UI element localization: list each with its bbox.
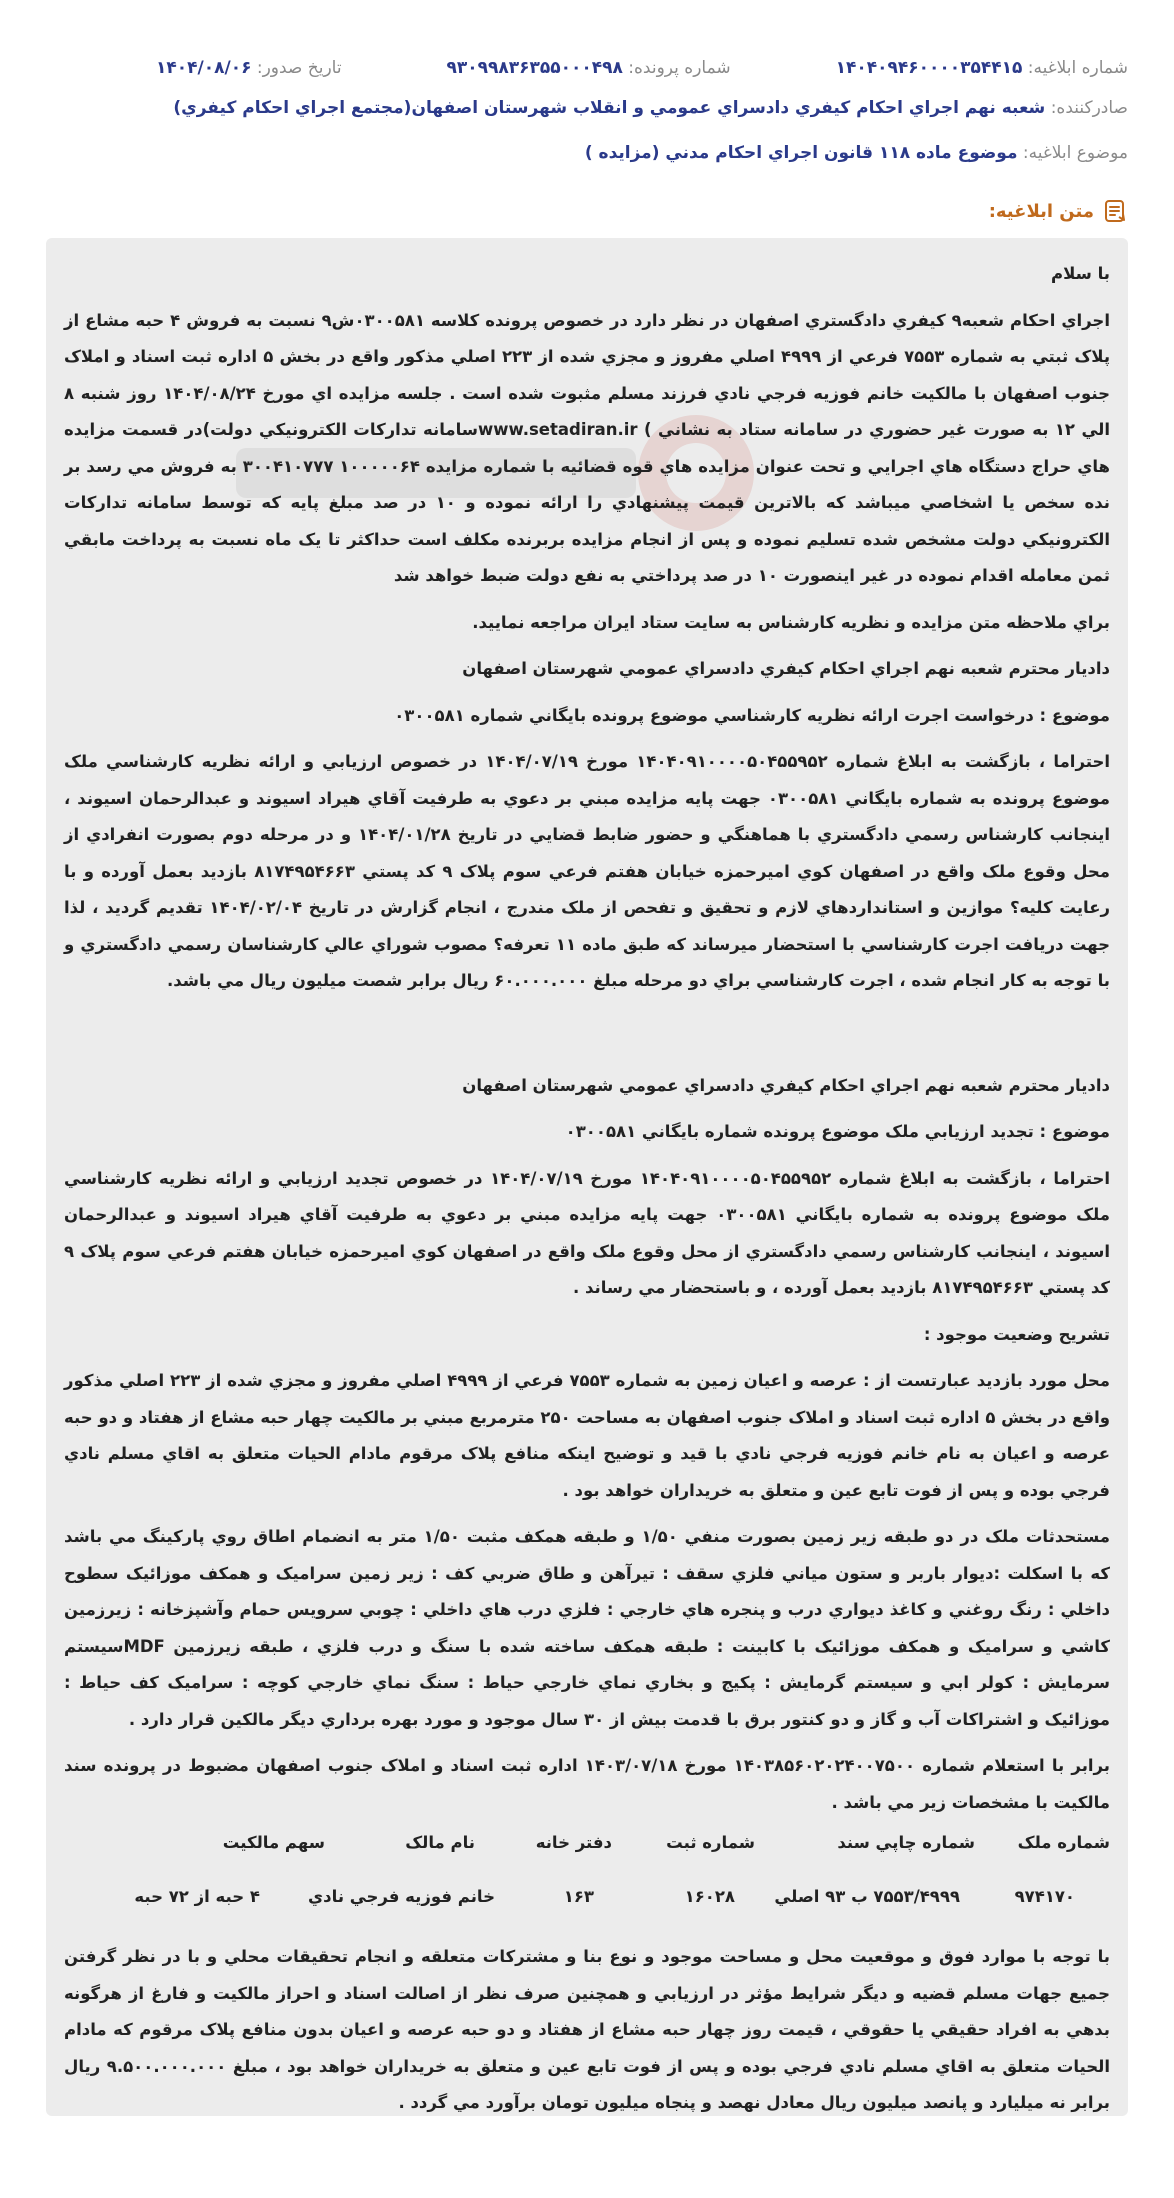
expert-fee-paragraph: احتراما ، بازگشت به ابلاغ شماره ۱۴۰۴۰۹۱۰۰۰۰۵۰۴۵۵۹۵۲ مورخ ۱۴۰۴/۰۷/۱۹ در خصوص ارزيابي و ارائه نظريه کارشناسي ملک موضوع پرونده به شماره بايگاني ۰۳۰۰۵۸۱ جهت پايه مزايده مبني بر دعوي به طرفيت آقاي هيراد اسيوند و عبدالرحمان اسيوند ، اينجانب کارشناس رسمي دادگستري با هماهنگي و حضور ضابط قضايي در تاريخ ۱۴۰۴/۰۱/۲۸ و در مرحله دوم بصورت انفرادي از محل وقوع ملک واقع در اصفهان کوي اميرحمزه خيابان هفتم فرعي سوم پلاک ۹ کد پستي ۸۱۷۴۹۵۴۶۶۳ بازديد بعمل آورده و با رعايت کليه؟ موازين و استانداردهاي لازم و تحقيق و تفحص از ملک مندرج ، انجام گزارش در تاريخ ۱۴۰۴/۰۲/۰۴ تقديم گرديد ، لذا جهت دريافت اجرت کارشناسي با استحضار ميرساند که طبق ماده ۱۱ تعرفه؟ مصوب شوراي عالي کارشناسان رسمي دادگستري و با توجه به کار انجام شده ، اجرت کارشناسي براي دو مرحله مبلغ ۶۰.۰۰۰.۰۰۰ ريال برابر شصت ميليون ريال مي باشد. xyxy=(64,752,1111,990)
issue-date xyxy=(156,54,342,82)
auction-paragraph: اجراي احکام شعبه۹ کيفري دادگستري اصفهان در نظر دارد در خصوص پرونده کلاسه ۰۳۰۰۵۸۱ش۹ نسبت به فروش ۴ حبه مشاع از پلاک ثبتي به شماره ۷۵۵۳ فرعي از ۴۹۹۹ اصلي مفروز و مجزي شده از ۲۲۳ اصلي مذکور واقع در بخش ۵ اداره ثبت اسناد و املاک جنوب اصفهان با مالکيت خانم فوزيه فرجي نادي فرزند مسلم مثبوت شده است . جلسه مزايده اي مورخ ۱۴۰۴/۰۸/۲۴ روز شنبه ۸ الي ۱۲ به صورت غير حضوري در سامانه ستاد به نشاني ) www.setadiran.irسامانه تدارکات الکترونيکي دولت)در قسمت مزايده هاي حراج دستگاه هاي اجرايي و تحت عنوان مزايده هاي قوه قضائيه با شماره مزايده ۱۰۰۰۰۰۶۴ ۳۰۰۴۱۰۷۷۷ به فروش مي رسد بر نده سخص يا اشخاصي ميباشد که بالاترين قيمت پيشنهادي را ارائه نموده و ۱۰ در صد مبلغ پايه که توسط سامانه تدارکات الکترونيکي دولت مشخص شده تسليم نموده و پس از انجام مزايده بربرنده مکلف است حداکثر تا يک ماه نسبت به پرداخت مابقي ثمن معامله اقدام نموده در غير اينصورت ۱۰ در صد پرداختي به نفع دولت ضبط خواهد شد xyxy=(64,310,1111,585)
deed-cell: خانم فوزيه فرجي نادي xyxy=(308,1887,495,1906)
notice-number-value: ۱۴۰۴۰۹۴۶۰۰۰۰۳۵۴۴۱۵ xyxy=(835,58,1023,78)
notice-number-label: شماره ابلاغيه: xyxy=(1027,58,1128,78)
deed-cell: ۱۶۳ xyxy=(563,1887,594,1906)
header-meta-row xyxy=(46,54,1128,82)
deed-cell: ۷۵۵۳/۴۹۹۹ ب ۹۳ اصلي xyxy=(774,1887,960,1906)
notice-number xyxy=(836,54,1128,82)
valuation-conclusion: با توجه با موارد فوق و موقعيت محل و مساحت موجود و نوع بنا و مشترکات متعلقه و انجام تحقيقات محلي و با در نظر گرفتن جميع جهات مسلم قضيه و ديگر شرايط مؤثر در ارزيابي و همچنين صرف نظر از اصالت اسناد و احراز مالکيت و فارغ از هرگونه بدهي به افراد حقيقي يا حقوقي ، قيمت روز چهار حبه مشاع از هفتاد و دو حبه عرصه و اعيان بدون منافع پلاک مرقوم که مادام الحيات متعلق به اقاي مسلم نادي فرجي بوده و پس از فوت تابع عين و متعلق به خريداران خواهد بود ، مبلغ ۹.۵۰۰.۰۰۰.۰۰۰ ريال برابر نه ميليارد و پانصد ميليون ريال معادل نهصد و پنجاه ميليون تومان برآورد مي گردد . xyxy=(64,1947,1111,2112)
deed-header: نام مالک xyxy=(405,1833,475,1852)
issuer-value: شعبه نهم اجراي احکام کيفري دادسراي عمومي و انقلاب شهرستان اصفهان(مجتمع اجراي احکام کيفري) xyxy=(173,98,1046,118)
deed-header: سهم مالکيت xyxy=(222,1833,325,1852)
subject-row xyxy=(46,139,1128,167)
greeting: با سلام xyxy=(1051,264,1110,283)
addressee-1: داديار محترم شعبه نهم اجراي احکام کيفري دادسراي عمومي شهرستان اصفهان xyxy=(462,659,1110,678)
issue-date-value: ۱۴۰۴/۰۸/۰۶ xyxy=(156,58,252,78)
deed-header: دفتر خانه xyxy=(535,1833,612,1852)
subject-value: موضوع ماده ۱۱۸ قانون اجراي احکام مدني (مزايده ) xyxy=(584,143,1018,163)
notice-text-heading xyxy=(989,198,1128,224)
setad-reference: براي ملاحظه متن مزايده و نظريه کارشناس به سايت ستاد ايران مراجعه نماييد. xyxy=(472,612,1110,632)
deed-cell: ۱۶۰۲۸ xyxy=(684,1887,735,1906)
subject-label: موضوع ابلاغيه: xyxy=(1022,143,1128,163)
case-number-label: شماره پرونده: xyxy=(628,58,731,78)
registry-inquiry: برابر با استعلام شماره ۱۴۰۳۸۵۶۰۲۰۲۴۰۰۷۵۰۰ مورخ ۱۴۰۳/۰۷/۱۸ اداره ثبت اسناد و املاک جنوب اصفهان مضبوط در پرونده سند مالکيت با مشخصات زير مي باشد . xyxy=(64,1756,1111,1812)
deed-cell: ۴ حبه از ۷۲ حبه xyxy=(134,1887,260,1906)
reappraisal-paragraph: احتراما ، بازگشت به ابلاغ شماره ۱۴۰۴۰۹۱۰۰۰۰۵۰۴۵۵۹۵۲ مورخ ۱۴۰۴/۰۷/۱۹ در خصوص تجديد ارزيابي و ارائه نظريه کارشناسي ملک موضوع پرونده به شماره بايگاني ۰۳۰۰۵۸۱ جهت پايه مزايده مبني بر دعوي به طرفيت آقاي هيراد اسيوند و عبدالرحمان اسيوند ، اينجانب کارشناس رسمي دادگستري از محل وقوع ملک واقع در اصفهان کوي اميرحمزه خيابان هفتم فرعي سوم پلاک ۹ کد پستي ۸۱۷۴۹۵۴۶۶۳ بازديد بعمل آورده ، و باستحضار مي رساند . xyxy=(64,1168,1110,1297)
notice-text-title: متن ابلاغيه: xyxy=(988,200,1094,222)
addressee-2: داديار محترم شعبه نهم اجراي احکام کيفري دادسراي عمومي شهرستان اصفهان xyxy=(462,1075,1110,1095)
case-number xyxy=(446,54,730,82)
deed-header: شماره چاپي سند xyxy=(837,1833,975,1852)
deed-header: شماره ثبت xyxy=(666,1833,755,1852)
issuer-label: صادرکننده: xyxy=(1050,98,1128,118)
issuer-row xyxy=(46,94,1128,122)
issue-date-label: تاريخ صدور: xyxy=(256,58,342,78)
notice-content xyxy=(46,238,1128,2116)
building-specs: مستحدثات ملک در دو طبقه زير زمين بصورت منفي ۱/۵۰ و طبقه همکف مثبت ۱/۵۰ متر به انضمام اطاق روي پارکينگ مي باشد که با اسکلت :ديوار باربر و ستون مياني فلزي سقف : تيرآهن و طاق ضربي کف : زير زمين سراميک و همکف موزائيک سطوح داخلي : رنگ روغني و کاغذ ديواري درب و پنجره هاي خارجي : فلزي درب هاي داخلي : چوبي سرويس حمام وآشپزخانه : زيرزمين کاشي و سراميک و همکف موزائيک با کابينت : طبقه همکف ساخته شده با سنگ و درب فلزي ، طبقه زيرزمين MDFسيستم سرمايش : کولر ابي و سيستم گرمايش : پکيج و بخاري نماي خارجي حياط : سنگ نماي خارجي کوچه : سراميک کف حياط : موزائيک و اشتراکات آب و گاز و دو کنتور برق با قدمت بيش از ۳۰ سال موجود و مورد بهره برداري ديگر مالکين قرار دارد . xyxy=(64,1527,1110,1729)
deed-header: شماره ملک xyxy=(1017,1833,1110,1852)
property-description: محل مورد بازديد عبارتست از : عرصه و اعيان زمين به شماره ۷۵۵۳ فرعي از ۴۹۹۹ اصلي مفروز و مجزي شده از ۲۲۳ اصلي مذکور واقع در بخش ۵ اداره ثبت اسناد و املاک جنوب اصفهان به مساحت ۲۵۰ مترمربع مبني بر مالکيت چهار حبه مشاع از هفتاد و دو حبه عرصه و اعيان به نام خانم فوزيه فرجي نادي با قيد و توضيح اينکه منافع پلاک مرقوم مادام الحيات متعلق به اقاي مسلم نادي فرجي بوده و پس از فوت تابع عين و متعلق به خريداران خواهد بود . xyxy=(64,1371,1110,1500)
deed-cell: ۹۷۴۱۷۰ xyxy=(1014,1887,1075,1906)
subject-1: موضوع : درخواست اجرت ارائه نظريه کارشناسي موضوع پرونده بايگاني شماره ۰۳۰۰۵۸۱ xyxy=(394,705,1110,725)
subject-2: موضوع : تجديد ارزيابي ملک موضوع پرونده شماره بايگاني ۰۳۰۰۵۸۱ xyxy=(565,1122,1110,1141)
status-heading: تشريح وضعيت موجود : xyxy=(923,1324,1110,1344)
case-number-value: ۹۳۰۹۹۸۳۶۳۵۵۰۰۰۴۹۸ xyxy=(446,58,623,78)
deed-table xyxy=(64,1831,1110,1929)
document-text-icon xyxy=(1102,198,1128,224)
